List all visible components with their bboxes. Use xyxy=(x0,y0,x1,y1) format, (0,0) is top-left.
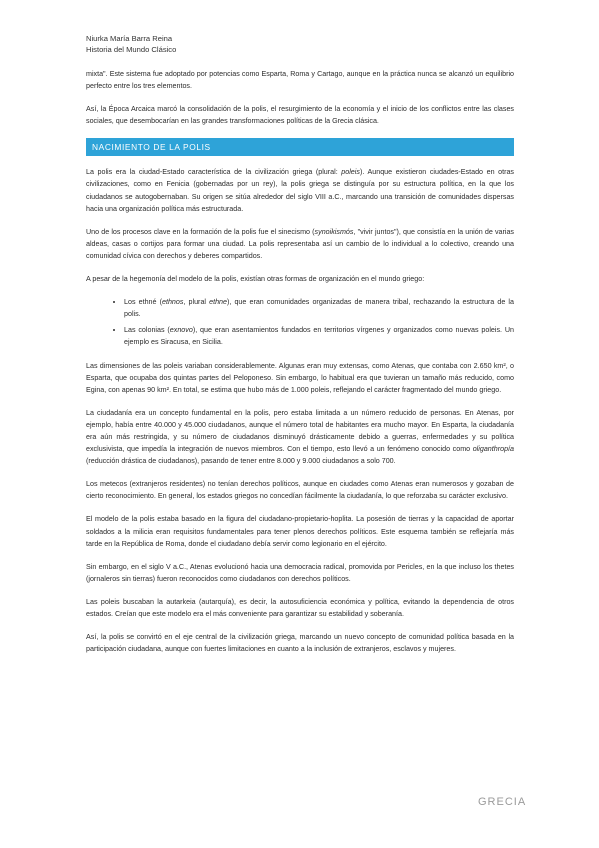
paragraph-sinecismo: Uno de los procesos clave en la formación de la polis fue el sinecismo (synoikismós, "vivir juntos"), que consistía en la unión de varias aldeas, casas o cortijos para formar una ciudad. La polis representaba así un cambio de lo individual a lo colectivo, creando una comunidad cívica con derechos y deberes compartidos. xyxy=(86,227,514,260)
course-name: Historia del Mundo Clásico xyxy=(86,45,177,54)
paragraph-conclusion: Así, la polis se convirtó en el eje central de la civilización griega, marcando un nuevo concepto de comunidad política basada en la participación ciudadana, aunque con fuertes limitaciones en cuanto a la inclusión de extranjeros, esclavos y mujeres. xyxy=(86,633,514,654)
document-body xyxy=(86,68,514,666)
paragraph-hoplita: El modelo de la polis estaba basado en la figura del ciudadano-propietario-hoplita. La posesión de tierras y la capacidad de aportar soldados a la milicia eran requisitos fundamentales para tener plenos derechos políticos. Este esquema también se reflejaría más tarde en la República de Roma, donde el ciudadano debía servir como legionario en el ejército. xyxy=(86,515,514,548)
list-item-colonias: • Las colonias (exnovo), que eran asentamientos fundados en territorios vírgenes y organizados como nuevas poleis. Un ejemplo es Siracusa, en Sicilia. xyxy=(124,324,514,348)
paragraph-citizenship: La ciudadanía era un concepto fundamental en la polis, pero estaba limitada a un número reducido de personas. En Atenas, por ejemplo, había entre 40.000 y 45.000 ciudadanos, aunque el número total de habitantes era mucho mayor. En Esparta, la ciudadanía era aún más restringida, y su número de ciudadanos disminuyó drásticamente debido a guerras, enfermedades y su política exclusivista, que impedía la integración de nuevos miembros. Con el tiempo, esto llevó a un fenómeno conocido como oliganthropía (reducción drástica de ciudadanos), pasando de tener entre 8.000 y 9.000 ciudadanos a solo 700. xyxy=(86,408,514,466)
term-oliganthropia: oliganthropía xyxy=(472,445,514,454)
intro-paragraph-2: Así, la Época Arcaica marcó la consolidación de la polis, el resurgimiento de la economía y el inicio de los conflictos entre las clases sociales, que desembocarían en las grandes transformaciones políticas de la Grecia clásica. xyxy=(86,105,514,126)
footer-brand: GRECIA xyxy=(478,796,527,808)
term-poleis: poleis xyxy=(341,168,360,177)
paragraph-dimensions: Las dimensiones de las poleis variaban considerablemente. Algunas eran muy extensas, como Atenas, que contaba con 2.650 km², o Esparta, que ocupaba dos quintas partes del Peloponeso. Sin embargo, lo habitual era que tuvieran un tamaño más reducido, como Egina, con apenas 90 km². En total, se estima que hubo más de 1.000 poleis, reflejando el carácter fragmentado del mundo griego. xyxy=(86,361,514,394)
section-heading: NACIMIENTO DE LA POLIS xyxy=(86,138,514,156)
organization-list xyxy=(86,296,514,348)
page-header xyxy=(86,33,176,55)
paragraph-polis-definition: La polis era la ciudad-Estado característica de la civilización griega (plural: poleis). Aunque existieron ciudades-Estado en otras civilizaciones, como en Fenicia (gobernadas por un rey), la polis griega se distinguía por su estructura política, en la que los ciudadanos se autogobernaban. Su origen se sitúa alrededor del siglo VIII a.C., marcando una transición de comunidades dispersas hacia una organización política más estructurada. xyxy=(86,168,514,213)
list-item-ethne: • Los ethné (ethnos, plural ethne), que eran comunidades organizadas de manera tribal, rechazando la estructura de la polis. xyxy=(124,296,514,320)
intro-paragraph-1: mixta". Este sistema fue adoptado por potencias como Esparta, Roma y Cartago, aunque en la práctica nunca se alcanzó un equilibrio perfecto entre los tres elementos. xyxy=(86,70,514,91)
paragraph-democracy: Sin embargo, en el siglo V a.C., Atenas evolucionó hacia una democracia radical, promovida por Pericles, en la que incluso los thetes (jornaleros sin tierras) fueron reconocidos como ciudadanos con derechos políticos. xyxy=(86,562,514,583)
paragraph-autarkeia: Las poleis buscaban la autarkeia (autarquía), es decir, la autosuficiencia económica y política, evitando la dependencia de otros estados. Creían que este modelo era el más conveniente para garantizar su estabilidad y soberanía. xyxy=(86,597,514,618)
author-name: Niurka María Barra Reina xyxy=(86,34,173,43)
paragraph-metecos: Los metecos (extranjeros residentes) no tenían derechos políticos, aunque en ciudades como Atenas eran numerosos y gozaban de cierto reconocimiento. En general, los estados griegos no concedían fácilmente la ciudadanía, lo que reforzaba su carácter exclusivo. xyxy=(86,480,514,501)
term-synoikismos: synoikismós xyxy=(314,227,354,236)
paragraph-other-forms: A pesar de la hegemonía del modelo de la polis, existían otras formas de organización en el mundo griego: xyxy=(86,275,425,284)
